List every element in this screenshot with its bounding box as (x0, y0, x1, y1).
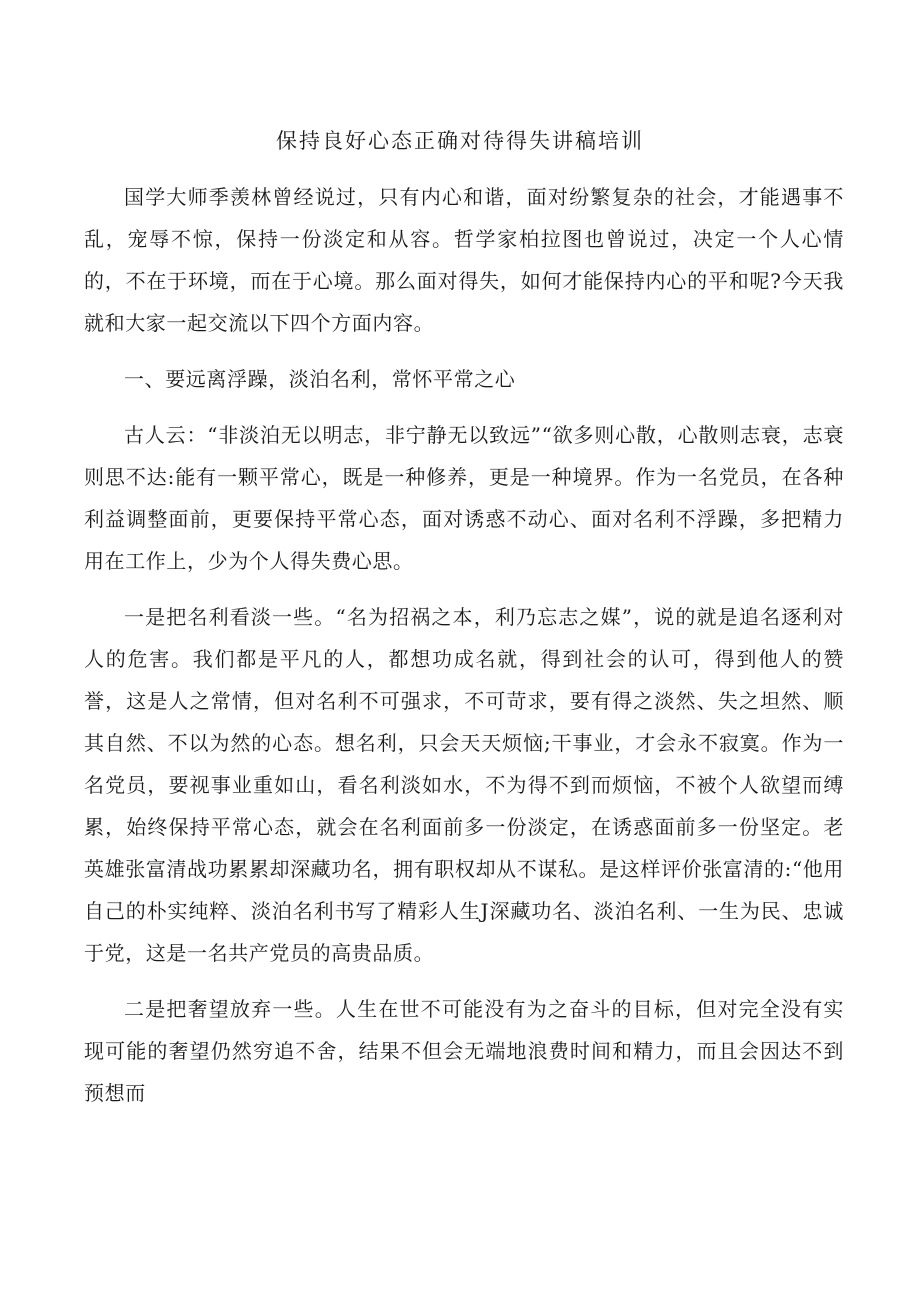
document-title: 保持良好心态正确对待得失讲稿培训 (276, 129, 644, 153)
paragraph-point-two: 二是把奢望放弃一些。人生在世不可能没有为之奋斗的目标，但对完全没有实现可能的奢望仍然穷追不舍，结果不但会无端地浪费时间和精力，而且会因达不到预想而 (84, 997, 844, 1105)
document-body (84, 176, 844, 1114)
paragraph-ancient-saying: 古人云：“非淡泊无以明志，非宁静无以致远”“欲多则心散，心散则志衰，志衰则思不达:能有一颗平常心，既是一种修养，更是一种境界。作为一名党员，在各种利益调整面前，更要保持平常心态，面对诱惑不动心、面对名利不浮躁，多把精力用在工作上，少为个人得失费心思。 (84, 423, 844, 573)
section-heading-1: 一、要远离浮躁，淡泊名利，常怀平常之心 (124, 367, 516, 391)
paragraph-point-one: 一是把名利看淡一些。“名为招祸之本，利乃忘志之媒”，说的就是追名逐利对人的危害。我们都是平凡的人，都想功成名就，得到社会的认可，得到他人的赞誉，这是人之常情，但对名利不可强求，不可苛求，要有得之淡然、失之坦然、顺其自然、不以为然的心态。想名利，只会天天烦恼;干事业，才会永不寂寞。作为一名党员，要视事业重如山，看名利淡如水，不为得不到而烦恼，不被个人欲望而缚累，始终保持平常心态，就会在名利面前多一份淡定，在诱惑面前多一份坚定。老英雄张富清战功累累却深藏功名，拥有职权却从不谋私。是这样评价张富清的:“他用自己的朴实纯粹、淡泊名利书写了精彩人生J深藏功名、淡泊名利、一生为民、忠诚于党，这是一名共产党员的高贵品质。 (84, 605, 844, 965)
paragraph-intro: 国学大师季羡林曾经说过，只有内心和谐，面对纷繁复杂的社会，才能遇事不乱，宠辱不惊，保持一份淡定和从容。哲学家柏拉图也曾说过，决定一个人心情的，不在于环境，而在于心境。那么面对得失，如何才能保持内心的平和呢?今天我就和大家一起交流以下四个方面内容。 (84, 185, 844, 335)
